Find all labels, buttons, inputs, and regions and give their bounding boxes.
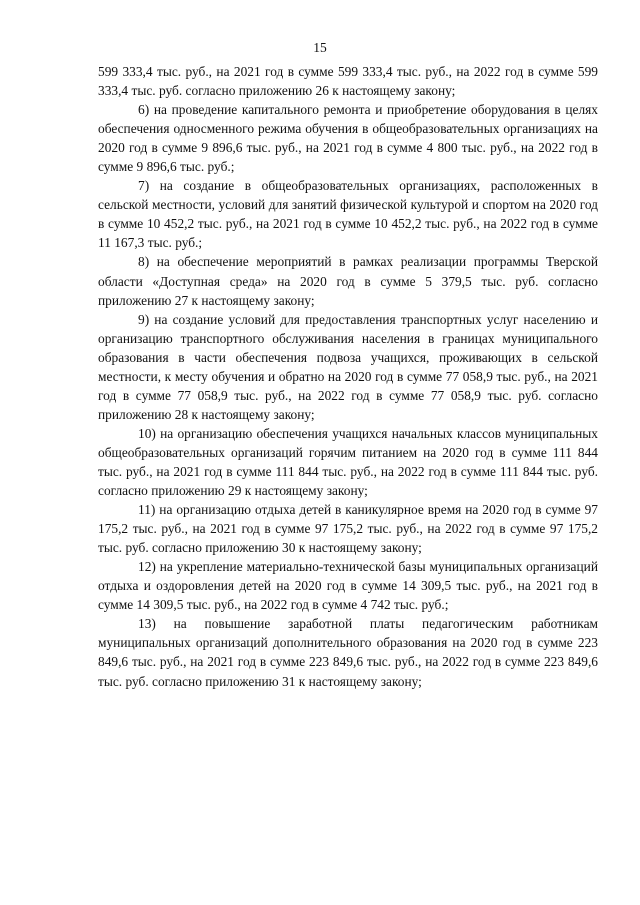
document-body [98,62,598,691]
paragraph-item-10: 10) на организацию обеспечения учащихся начальных классов муниципальных общеобразовательных организаций горячим питанием на 2020 год в сумме 111 844 тыс. руб., на 2021 год в сумме 111 844 тыс. руб., на 2022 год в сумме 111 844 тыс. руб. согласно приложению 29 к настоящему закону; [98,425,598,499]
paragraph-item-7: 7) на создание в общеобразовательных организациях, расположенных в сельской местности, условий для занятий физической культурой и спортом на 2020 год в сумме 10 452,2 тыс. руб., на 2021 год в сумме 10 452,2 тыс. руб., на 2022 год в сумме 11 167,3 тыс. руб.; [98,178,598,251]
paragraph-continuation: 599 333,4 тыс. руб., на 2021 год в сумме 599 333,4 тыс. руб., на 2022 год в сумме 599 333,4 тыс. руб. согласно приложению 26 к настоящему закону; [98,64,598,99]
paragraph-item-13: 13) на повышение заработной платы педагогическим работникам муниципальных организаций дополнительного образования на 2020 год в сумме 223 849,6 тыс. руб., на 2021 год в сумме 223 849,6 тыс. руб., на 2022 год в сумме 223 849,6 тыс. руб. согласно приложению 31 к настоящему закону; [98,616,598,689]
paragraph-item-12: 12) на укрепление материально-технической базы муниципальных организаций отдыха и оздоровления детей на 2020 год в сумме 14 309,5 тыс. руб., на 2021 год в сумме 14 309,5 тыс. руб., на 2022 год в сумме 4 742 тыс. руб.; [98,559,598,613]
paragraph-item-8: 8) на обеспечение мероприятий в рамках реализации программы Тверской области «Доступная среда» на 2020 год в сумме 5 379,5 тыс. руб. согласно приложению 27 к настоящему закону; [98,254,598,308]
page-number: 15 [313,40,327,55]
paragraph-item-6: 6) на проведение капитального ремонта и приобретение оборудования в целях обеспечения односменного режима обучения в общеобразовательных организациях на 2020 год в сумме 9 896,6 тыс. руб., на 2021 год в сумме 4 800 тыс. руб., на 2022 год в сумме 9 896,6 тыс. руб.; [98,102,598,175]
paragraph-item-11: 11) на организацию отдыха детей в каникулярное время на 2020 год в сумме 97 175,2 тыс. руб., на 2021 год в сумме 97 175,2 тыс. руб., на 2022 год в сумме 97 175,2 тыс. руб. согласно приложению 30 к настоящему закону; [98,502,598,556]
paragraph-item-9: 9) на создание условий для предоставления транспортных услуг населению и организацию транспортного обслуживания населения в границах муниципального образования в части обеспечения подвоза учащихся, проживающих в сельской местности, к месту обучения и обратно на 2020 год в сумме 77 058,9 тыс. руб., на 2021 год в сумме 77 058,9 тыс. руб., на 2022 год в сумме 77 058,9 тыс. руб. согласно приложению 28 к настоящему закону; [98,311,598,422]
